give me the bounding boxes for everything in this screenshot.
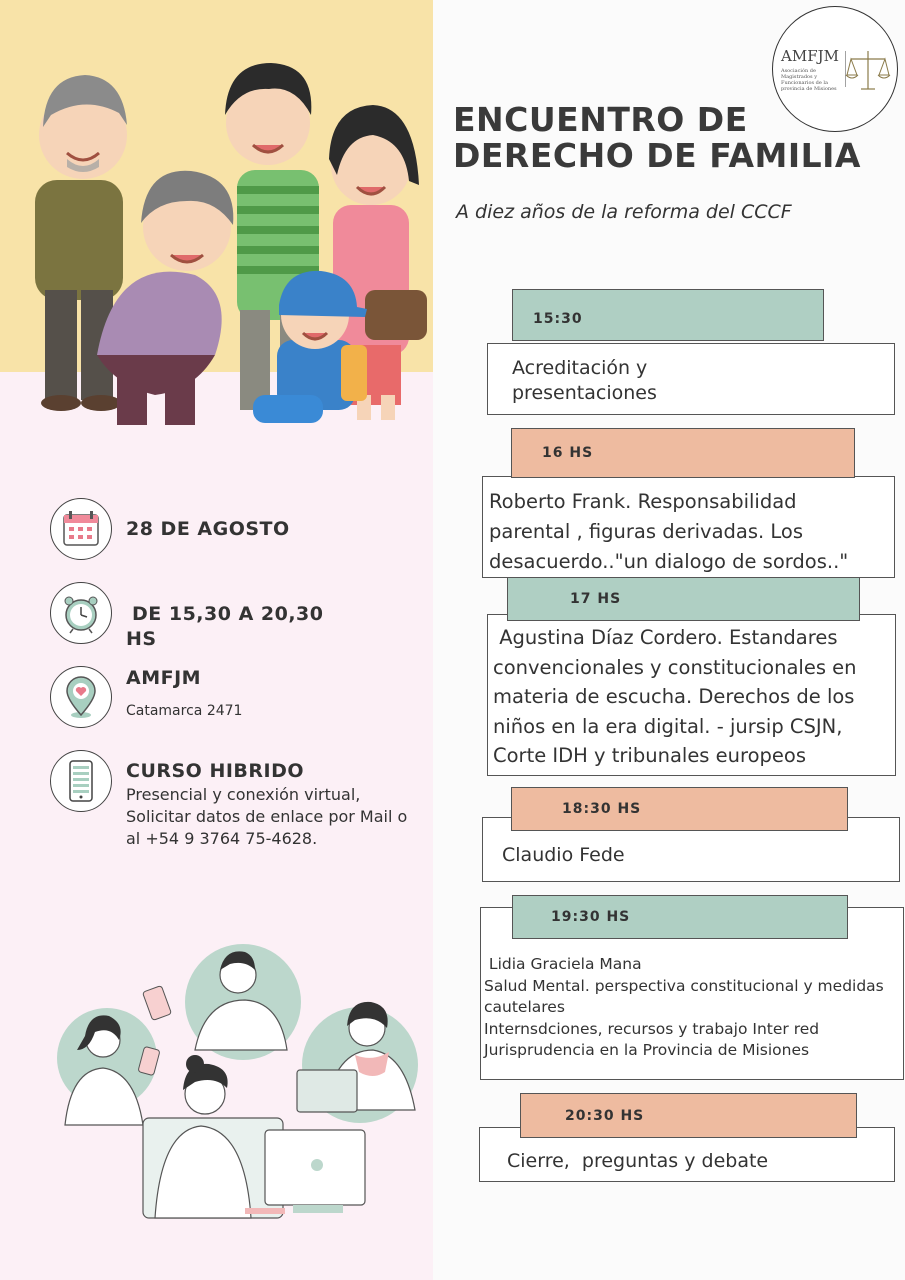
phone-icon-circle bbox=[50, 750, 112, 812]
venue-address: Catamarca 2471 bbox=[126, 703, 243, 719]
course-line-1: Presencial y conexión virtual, bbox=[126, 785, 361, 804]
course-title: CURSO HIBRIDO bbox=[126, 760, 305, 782]
schedule-item-5-line-5: Jurisprudencia en la Provincia de Misiones bbox=[484, 1041, 810, 1059]
schedule-item-3 bbox=[487, 614, 896, 776]
event-date: 28 DE AGOSTO bbox=[126, 518, 290, 540]
schedule-item-5-line-4: Internsdciones, recursos y trabajo Inter red bbox=[484, 1019, 820, 1038]
logo-subtitle: Asociación de Magistrados y Funcionarios de la provincia de Misiones bbox=[781, 68, 837, 92]
page-title bbox=[453, 102, 893, 174]
course-line-3: al +54 9 3764 75-4628. bbox=[126, 829, 318, 848]
schedule-item-4-line-1: Claudio Fede bbox=[502, 844, 625, 866]
schedule-time-5: 19:30 HS bbox=[512, 895, 848, 939]
schedule-item-3-line-2: convencionales y constitucionales en bbox=[493, 655, 857, 679]
title-line-1: ENCUENTRO DE bbox=[453, 100, 748, 139]
schedule-time-6: 20:30 HS bbox=[520, 1093, 857, 1138]
schedule-item-2 bbox=[482, 476, 895, 578]
schedule-item-3-line-3: materia de escucha. Derechos de los bbox=[493, 685, 855, 708]
alarm-clock-icon bbox=[51, 583, 111, 643]
schedule-item-5-line-1: Lidia Graciela Mana bbox=[484, 955, 642, 973]
schedule-item-1-line-1: Acreditación y bbox=[512, 357, 648, 379]
schedule-item-3-line-4: niños en la era digital. - jursip CSJN, bbox=[493, 714, 843, 738]
schedule-item-1 bbox=[487, 343, 895, 415]
schedule-time-3: 17 HS bbox=[507, 577, 860, 621]
scale-icon bbox=[845, 47, 891, 91]
family-illustration bbox=[15, 55, 435, 440]
schedule-time-4: 18:30 HS bbox=[511, 787, 848, 831]
schedule-item-2-line-2: parental , figuras derivadas. Los bbox=[489, 520, 804, 543]
schedule-item-5-line-2: Salud Mental. perspectiva constitucional y medidas bbox=[484, 976, 884, 995]
schedule-item-2-line-1: Roberto Frank. Responsabilidad bbox=[489, 490, 797, 513]
event-time bbox=[126, 602, 324, 652]
venue-name: AMFJM bbox=[126, 667, 202, 689]
schedule-item-2-line-3: desacuerdo.."un dialogo de sordos.." bbox=[489, 550, 849, 573]
calendar-icon bbox=[51, 499, 111, 559]
schedule-time-1: 15:30 bbox=[512, 289, 824, 341]
title-line-2: DERECHO DE FAMILIA bbox=[453, 136, 861, 175]
course-details bbox=[126, 784, 407, 850]
schedule-time-2: 16 HS bbox=[511, 428, 855, 478]
page-subtitle: A diez años de la reforma del CCCF bbox=[456, 201, 792, 223]
schedule-item-3-line-5: Corte IDH y tribunales europeos bbox=[493, 744, 807, 767]
schedule-item-5-line-3: cautelares bbox=[484, 998, 565, 1016]
location-heart-icon bbox=[51, 667, 111, 727]
course-line-2: Solicitar datos de enlace por Mail o bbox=[126, 807, 408, 826]
schedule-item-3-line-1: Agustina Díaz Cordero. Estandares bbox=[493, 626, 838, 649]
logo-name: AMFJM bbox=[781, 47, 839, 65]
calendar-icon-circle bbox=[50, 498, 112, 560]
location-icon-circle bbox=[50, 666, 112, 728]
online-meeting-illustration bbox=[55, 940, 430, 1220]
smartphone-icon bbox=[51, 751, 111, 811]
event-time-line-2: HS bbox=[126, 628, 157, 650]
schedule-item-1-line-2: presentaciones bbox=[512, 382, 657, 404]
schedule-item-6-line-1: Cierre, preguntas y debate bbox=[507, 1150, 769, 1172]
clock-icon-circle bbox=[50, 582, 112, 644]
event-time-line-1: DE 15,30 A 20,30 bbox=[132, 603, 324, 625]
